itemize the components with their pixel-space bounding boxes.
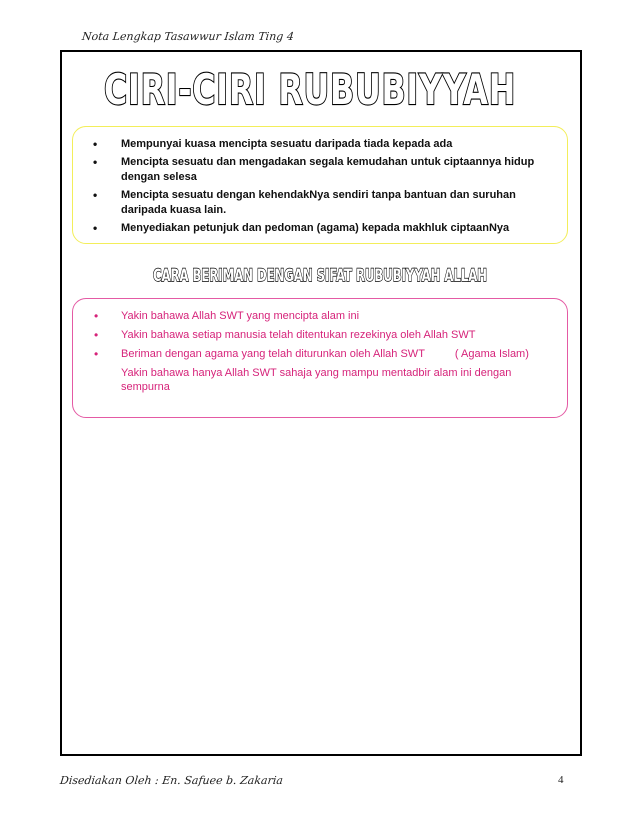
bullet-icon: • <box>94 347 99 361</box>
list-item <box>91 221 551 236</box>
characteristic-text: Menyediakan petunjuk dan pedoman (agama) kepada makhluk ciptaanNya <box>121 222 510 234</box>
bullet-icon: • <box>93 221 98 235</box>
list-item <box>91 347 561 361</box>
faith-text: Yakin bahawa hanya Allah SWT sahaja yang mampu mentadbir alam ini dengan sempurna <box>121 367 512 393</box>
faith-box <box>72 298 568 418</box>
bullet-icon: • <box>93 188 98 202</box>
characteristic-text: Mencipta sesuatu dengan kehendakNya sendiri tanpa bantuan dan suruhan daripada kuasa lain. <box>121 189 516 216</box>
list-item <box>91 366 561 394</box>
subtitle <box>150 262 490 286</box>
bullet-icon: • <box>93 155 98 169</box>
header-note: Nota Lengkap Tasawwur Islam Ting 4 <box>81 30 295 43</box>
faith-text: Yakin bahawa Allah SWT yang mencipta alam ini <box>121 310 360 322</box>
characteristic-text: Mempunyai kuasa mencipta sesuatu daripada tiada kepada ada <box>121 138 453 150</box>
faith-text: Yakin bahawa setiap manusia telah ditentukan rezekinya oleh Allah SWT <box>121 329 476 341</box>
bullet-icon: • <box>94 309 99 323</box>
main-title-text: CIRI-CIRI RUBUBIYYAH <box>104 65 516 114</box>
bullet-icon: • <box>94 328 99 342</box>
faith-suffix: ( Agama Islam) <box>454 348 529 360</box>
list-item <box>91 188 551 218</box>
faith-text: Beriman dengan agama yang telah diturunkan oleh Allah SWT <box>121 348 425 360</box>
characteristics-box <box>72 126 568 244</box>
characteristic-text: Mencipta sesuatu dan mengadakan segala kemudahan untuk ciptaannya hidup dengan selesa <box>121 156 535 183</box>
faith-list <box>91 309 561 399</box>
list-item <box>91 137 551 152</box>
page-number: 4 <box>558 774 564 786</box>
bullet-icon: • <box>93 137 98 151</box>
list-item <box>91 328 561 342</box>
footer-author: Disediakan Oleh : En. Safuee b. Zakaria <box>59 774 284 787</box>
main-title <box>100 62 520 114</box>
list-item <box>91 309 561 323</box>
subtitle-text: CARA BERIMAN DENGAN SIFAT RUBUBIYYAH ALLAH <box>153 266 487 286</box>
list-item <box>91 155 551 185</box>
characteristics-list <box>91 137 551 239</box>
